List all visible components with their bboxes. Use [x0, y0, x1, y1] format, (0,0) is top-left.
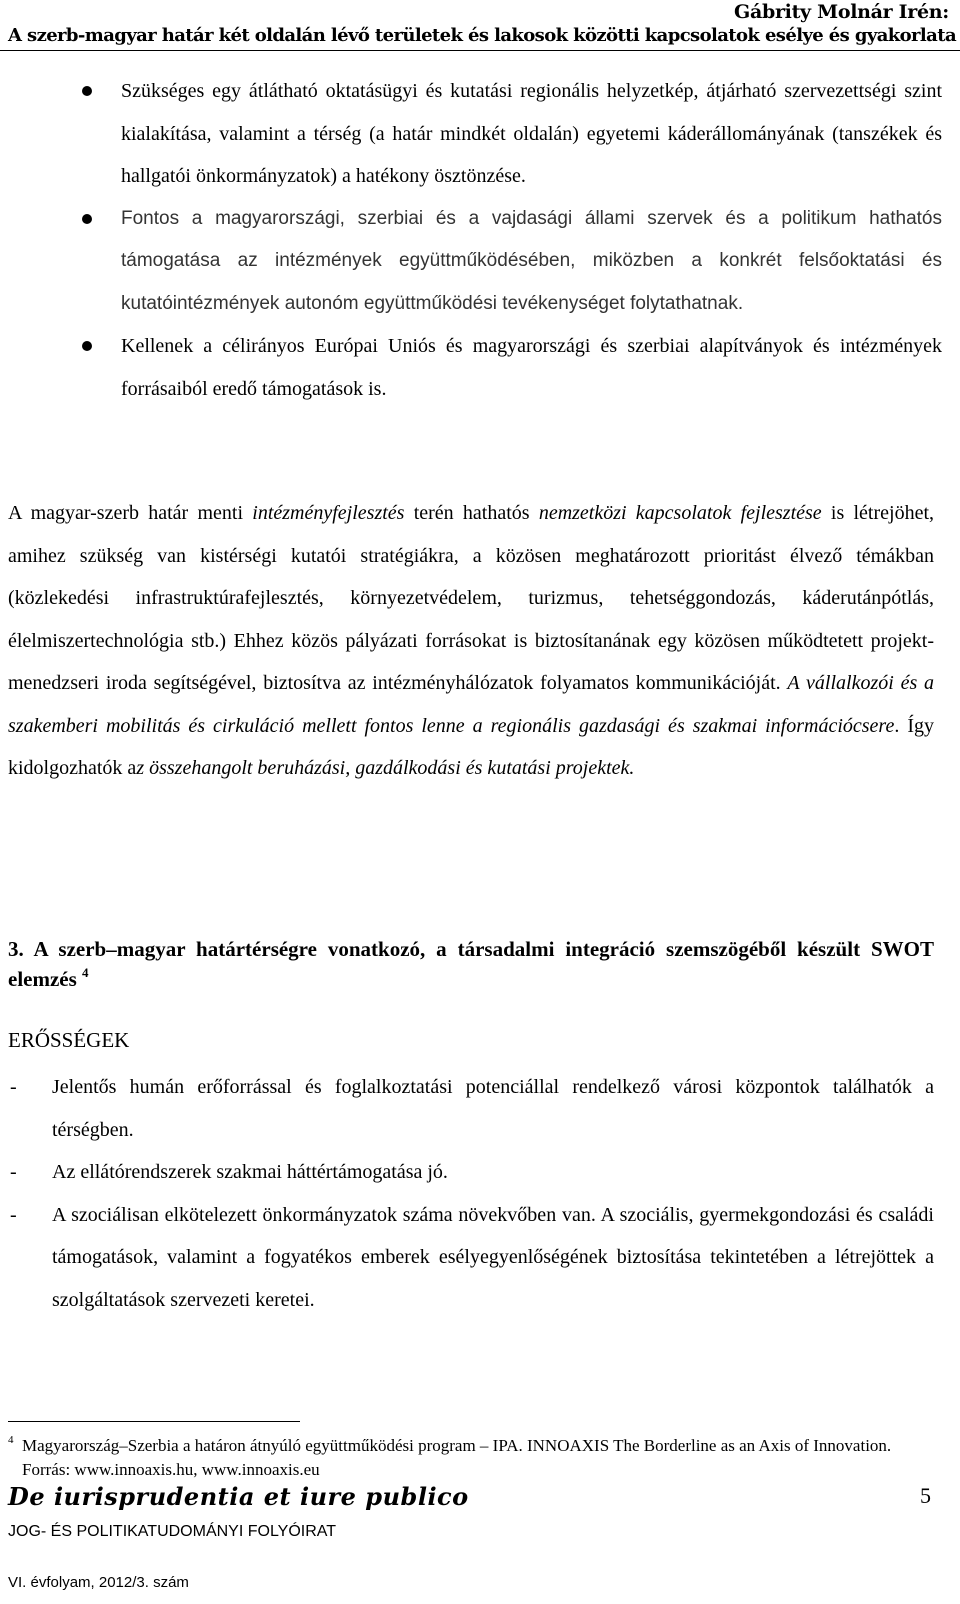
- list-item: [0, 1151, 960, 1194]
- strengths-heading: ERŐSSÉGEK: [8, 1028, 130, 1052]
- bullet-list: [0, 70, 960, 410]
- body-paragraph: [8, 492, 934, 790]
- section-heading: [8, 934, 934, 994]
- journal-logo: De iurisprudentia et iure publico: [8, 1482, 469, 1511]
- running-header: [0, 0, 960, 51]
- footnote-reference[interactable]: 4: [82, 965, 89, 980]
- bullet-item: [0, 70, 960, 198]
- header-author: Gábrity Molnár Irén:: [734, 1, 949, 23]
- dash-marker-icon: -: [10, 1203, 17, 1226]
- bullet-item: [0, 198, 960, 326]
- footnote-number: 4: [8, 1434, 14, 1446]
- list-item-text: Az ellátórendszerek szakmai háttértámogatása jó.: [52, 1161, 448, 1183]
- para-emphasis: intézményfejlesztés: [252, 502, 405, 524]
- header-title: A szerb-magyar határ két oldalán lévő területek és lakosok közötti kapcsolatok esélye és gyakorlata: [8, 25, 957, 46]
- bullet-dot-icon: [82, 341, 92, 351]
- bullet-dot-icon: [82, 86, 92, 96]
- section-heading-text: 3. A szerb–magyar határtérségre vonatkozó, a társadalmi integráció szemszögéből készült SWOT elemzés: [8, 937, 934, 991]
- dash-marker-icon: -: [10, 1076, 17, 1098]
- dash-marker-icon: -: [10, 1161, 17, 1183]
- list-item: [0, 1066, 960, 1151]
- para-text: . Így kidolgozhatók a: [8, 714, 934, 779]
- bullet-item: [0, 325, 960, 410]
- para-text: is létrejöhet, amihez szükség van kistérségi kutatói stratégiákra, a közösen meghatározott prioritást élvező témákban (közlekedési infrastruktúrafejlesztés, környezetvédelem, turizmus, tehetséggondozás, káderutánpótlás, élelmiszertechnológia stb.) Ehhez közös pályázati forrásokat is biztosítanának egy közösen működtetett projekt-menedzseri iroda segítségével, biztosítva az intézményhálózatok folyamatos kommunikációját.: [8, 502, 935, 694]
- list-item-text: Jelentős humán erőforrással és foglalkoztatási potenciállal rendelkező városi központok találhatók a térségben.: [52, 1076, 934, 1141]
- bullet-dot-icon: [82, 214, 92, 224]
- para-text: terén hathatós: [404, 502, 539, 524]
- list-item: [0, 1194, 960, 1322]
- footnote-divider: [8, 1421, 300, 1422]
- bullet-text: Szükséges egy átlátható oktatásügyi és kutatási regionális helyzetkép, átjárható szervezettségi szint kialakítása, valamint a térség (a határ mindkét oldalán) egyetemi káderállományának (tanszékek és hallgatói önkormányzatok) a hatékony ösztönzése.: [121, 80, 942, 187]
- footnote-text: Magyarország–Szerbia a határon átnyúló együttműködési program – IPA. INNOAXIS The Borderline as an Axis of Innovation. Forrás: www.innoaxis.hu, www.innoaxis.eu: [22, 1436, 892, 1479]
- list-item-text: A szociálisan elkötelezett önkormányzatok száma növekvőben van. A szociális, gyermekgondozási és családi támogatások, valamint a fogyatékos emberek esélyegyenlőségének biztosítása tekintetében a létrejöttek a szolgáltatások szervezeti keretei.: [52, 1203, 934, 1311]
- strengths-list: [0, 1066, 960, 1321]
- journal-name: JOG- ÉS POLITIKATUDOMÁNYI FOLYÓIRAT: [8, 1523, 337, 1540]
- bullet-text: Fontos a magyarországi, szerbiai és a vajdasági állami szervek és a politikum hathatós támogatása az intézmények együttműködésében, miközben a konkrét felsőoktatási és kutatóintézmények autonóm együttműködési tevékenységet folytathatnak.: [121, 207, 942, 314]
- para-emphasis: A vállalkozói és a szakemberi mobilitás és cirkuláció mellett fontos lenne a regionális gazdasági és szakmai információcsere: [8, 672, 934, 737]
- page-number: 5: [920, 1483, 931, 1508]
- para-emphasis: nemzetközi kapcsolatok fejlesztése: [538, 502, 822, 524]
- bullet-text: Kellenek a célirányos Európai Uniós és magyarországi és szerbiai alapítványok és intézmények forrásaiból eredő támogatások is.: [121, 335, 942, 400]
- para-emphasis: z összehangolt beruházási, gazdálkodási és kutatási projektek.: [136, 757, 635, 779]
- journal-issue: VI. évfolyam, 2012/3. szám: [8, 1574, 189, 1591]
- para-text: A magyar-szerb határ menti: [8, 502, 253, 524]
- footnote: [8, 1434, 934, 1482]
